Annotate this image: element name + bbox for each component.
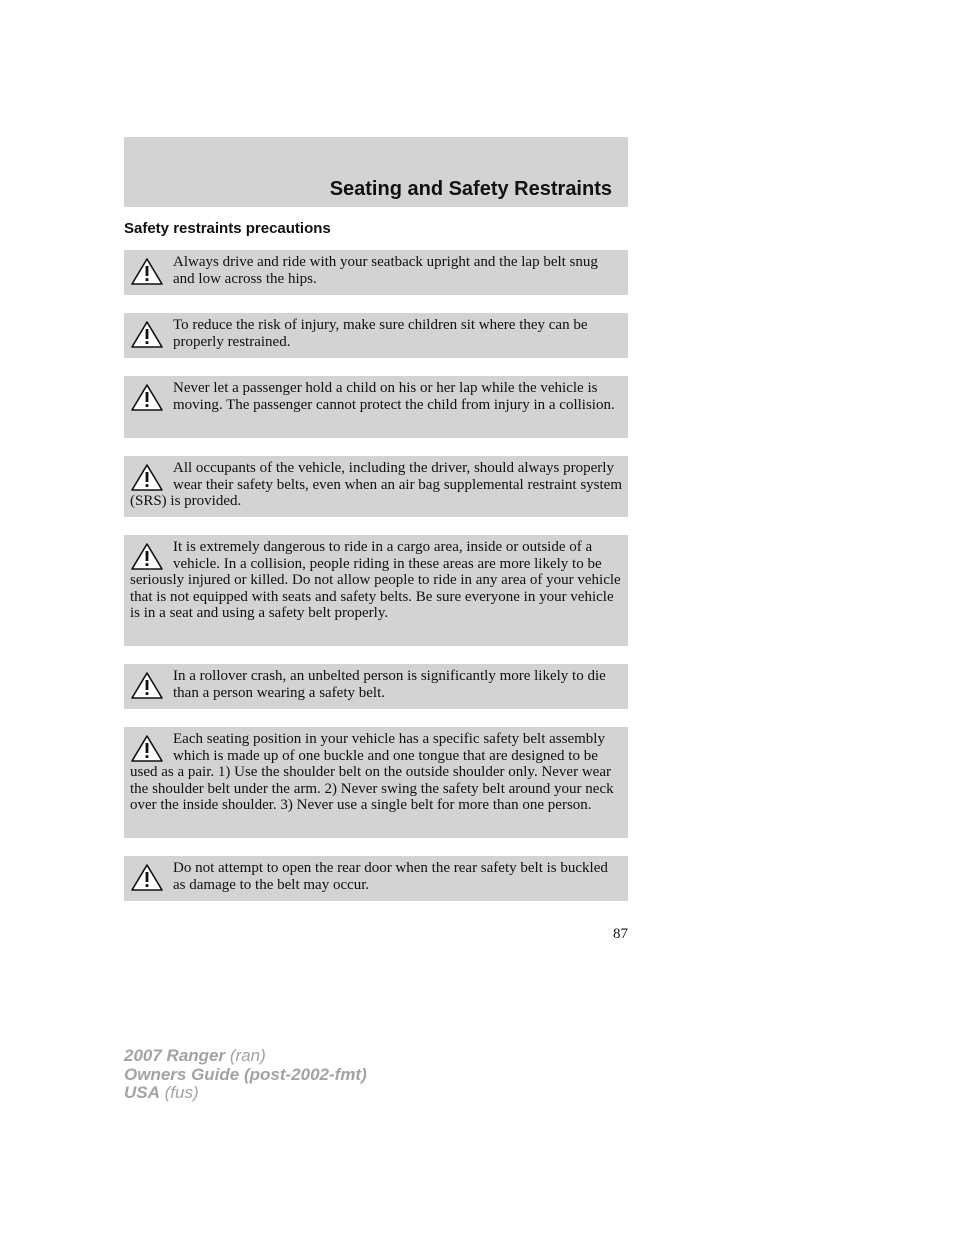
footer-model-code: (ran) xyxy=(229,1046,266,1065)
warning-triangle-icon xyxy=(130,257,164,286)
warning-text: Never let a passenger hold a child on his or her lap while the vehicle is moving. The passenger cannot protect the child from injury in a collision. xyxy=(173,380,615,413)
warning-triangle-icon xyxy=(130,463,164,492)
warning-triangle-icon xyxy=(130,320,164,349)
warning-text: In a rollover crash, an unbelted person is significantly more likely to die than a person wearing a safety belt. xyxy=(173,668,606,701)
warning-box xyxy=(124,535,628,646)
warning-box xyxy=(124,856,628,901)
warning-text: All occupants of the vehicle, including the driver, should always properly wear their safety belts, even when an air bag supplemental restraint system (SRS) is provided. xyxy=(130,460,623,509)
section-heading: Safety restraints precautions xyxy=(124,220,331,237)
footer-model: 2007 Ranger xyxy=(124,1046,226,1065)
warning-triangle-icon xyxy=(130,383,164,412)
warning-box xyxy=(124,456,628,517)
warning-triangle-icon xyxy=(130,863,164,892)
page-number: 87 xyxy=(613,926,628,942)
warning-text: Do not attempt to open the rear door when the rear safety belt is buckled as damage to the belt may occur. xyxy=(173,860,608,893)
warning-triangle-icon xyxy=(130,734,164,763)
warning-box xyxy=(124,376,628,438)
warning-triangle-icon xyxy=(130,671,164,700)
footer-market-code: (fus) xyxy=(164,1083,199,1102)
warning-text: Always drive and ride with your seatback upright and the lap belt snug and low across the hips. xyxy=(173,254,598,287)
document-footer xyxy=(124,1047,367,1103)
warning-text: It is extremely dangerous to ride in a cargo area, inside or outside of a vehicle. In a collision, people riding in these areas are more likely to be seriously injured or killed. Do not allow people to ride in any area of your vehicle that is not equipped with seats and safety belts. Be sure everyone in your vehicle is in a seat and using a safety belt properly. xyxy=(130,539,621,621)
warning-text: Each seating position in your vehicle has a specific safety belt assembly which is made up of one buckle and one tongue that are designed to be used as a pair. 1) Use the shoulder belt on the outside shoulder only. Never wear the shoulder belt under the arm. 2) Never swing the safety belt around your neck over the inside shoulder. 3) Never use a single belt for more than one person. xyxy=(130,731,614,813)
warning-box xyxy=(124,250,628,295)
warning-box xyxy=(124,727,628,838)
footer-guide: Owners Guide (post-2002-fmt) xyxy=(124,1064,367,1084)
footer-market: USA xyxy=(124,1083,160,1102)
footer-line-market xyxy=(124,1084,367,1103)
warning-box xyxy=(124,313,628,358)
section-header-band xyxy=(124,137,628,207)
page-title: Seating and Safety Restraints xyxy=(329,178,612,200)
warning-text: To reduce the risk of injury, make sure children sit where they can be properly restrained. xyxy=(173,317,588,350)
warning-box xyxy=(124,664,628,709)
warning-triangle-icon xyxy=(130,542,164,571)
footer-line-guide xyxy=(124,1066,367,1085)
footer-line-model xyxy=(124,1047,367,1066)
